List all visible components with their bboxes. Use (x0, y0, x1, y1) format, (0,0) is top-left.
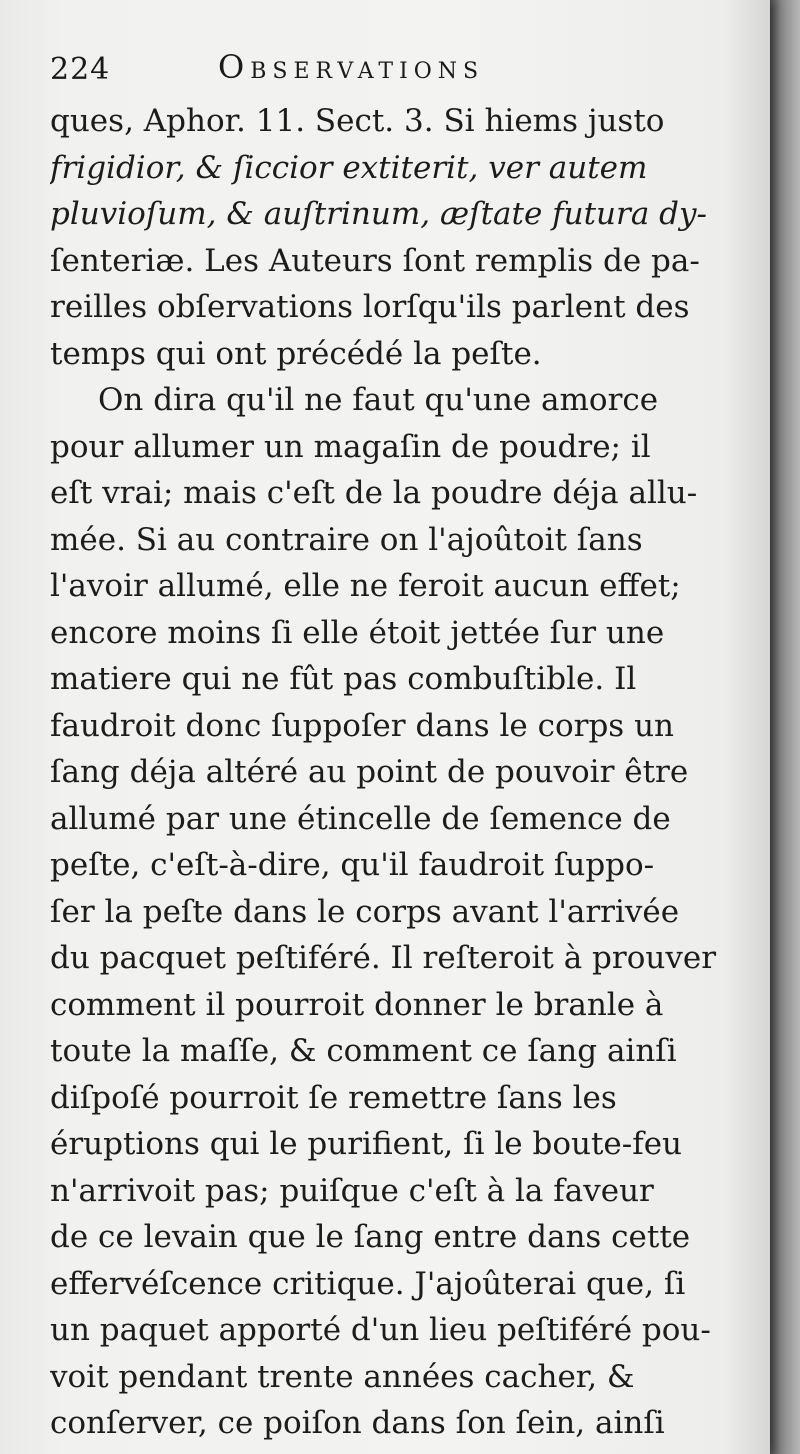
text-line: ſenteriæ. Les Auteurs ſont remplis de pa- (50, 242, 700, 279)
page-header (50, 48, 750, 96)
text-line: du pacquet peſtiféré. Il reſteroit à prouver (50, 940, 717, 976)
text-line: encore moins ſi elle étoit jettée ſur une (50, 614, 665, 651)
page-number: 224 (50, 52, 111, 87)
text-line: pluvioſum, & auſtrinum, æſtate futura dy- (50, 196, 708, 232)
text-line: de ce levain que le ſang entre dans cette (50, 1219, 691, 1255)
text-line: ſer la peſte dans le corps avant l'arrivée (50, 893, 680, 930)
text-line: matiere qui ne fût pas combuſtible. Il (50, 661, 637, 697)
text-line: reilles obſervations lorſqu'ils parlent des (50, 289, 690, 325)
text-line: ſang déja altéré au point de pouvoir être (50, 754, 689, 790)
text-line: éruptions qui le purifient, ſi le boute-feu (50, 1126, 683, 1162)
text-line: pour allumer un magaſin de poudre; il (50, 428, 651, 465)
page-edge (770, 0, 800, 1454)
text-line: temps qui ont précédé la peſte. (50, 335, 542, 372)
text-line: eſt vrai; mais c'eſt de la poudre déja allu- (50, 475, 698, 511)
text-line: ques, Aphor. 11. Sect. 3. Si hiems justo (50, 103, 665, 139)
text-line: frigidior, & ſiccior extiterit, ver autem (50, 149, 648, 186)
text-line: toute la maſſe, & comment ce ſang ainſi (50, 1033, 677, 1069)
text-line: mée. Si au contraire on l'ajoûtoit ſans (50, 521, 643, 558)
text-line: diſpoſé pourroit ſe remettre ſans les (50, 1079, 617, 1116)
paragraph-first-line: On dira qu'il ne faut qu'une amorce (98, 382, 659, 418)
text-line: allumé par une étincelle de ſemence de (50, 800, 671, 837)
text-line: un paquet apporté d'un lieu peſtiféré pou- (50, 1312, 711, 1348)
body-text (50, 98, 750, 1447)
text-line: faudroit donc ſuppoſer dans le corps un (50, 707, 674, 744)
text-line: conſerver, ce poiſon dans ſon ſein, ainſi (50, 1405, 665, 1441)
running-head: Observations (218, 48, 485, 86)
text-line: peſte, c'eſt-à-dire, qu'il faudroit ſuppo- (50, 847, 655, 883)
text-line: voit pendant trente années cacher, & (50, 1358, 635, 1395)
text-line: comment il pourroit donner le branle à (50, 986, 664, 1023)
text-line: l'avoir allumé, elle ne feroit aucun effet; (50, 568, 681, 604)
text-line: n'arrivoit pas; puiſque c'eſt à la faveur (50, 1172, 654, 1209)
text-line: effervéſcence critique. J'ajoûterai que, ſi (50, 1265, 686, 1302)
